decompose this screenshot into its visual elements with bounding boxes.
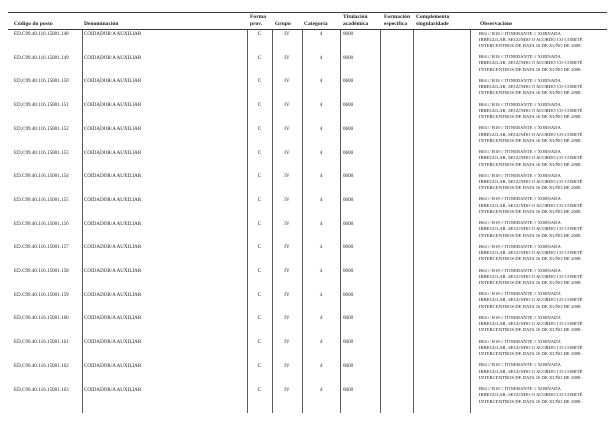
cell-observacions	[479, 386, 607, 405]
cell-grupo: IV	[284, 32, 290, 37]
cell-denominacion: COIDADOR/A AUXILIAR	[84, 363, 142, 369]
observation-line: INTERCENTROS DE DATA 16 DE XUÑO DE 2008.	[479, 114, 582, 120]
table-row	[0, 30, 615, 54]
cell-codigo-do-posto: ED.C99.40.116.15001.157	[14, 245, 69, 251]
observation-line: B04 // B18 // ITINERANTE // XORNADA	[479, 220, 561, 226]
cell-codigo-do-posto: ED.C99.40.116.15001.152	[14, 126, 69, 132]
cell-titulacion-academica: 0600	[343, 292, 354, 298]
cell-codigo-do-posto: ED.C99.40.116.15001.151	[14, 103, 69, 109]
observation-line: B04 // B18 // ITINERANTE // XORNADA	[479, 196, 561, 202]
cell-grupo: IV	[284, 387, 290, 393]
cell-categoria: 4	[319, 150, 323, 156]
observation-line: IRREGULAR, SEGUNDO O ACORDO CO COMITÉ	[479, 155, 583, 161]
cell-forma-prov: C	[257, 269, 262, 274]
cell-categoria: 4	[319, 197, 323, 203]
cell-denominacion: COIDADOR/A AUXILIAR	[84, 292, 142, 298]
cell-grupo: IV	[284, 126, 290, 132]
cell-categoria: 4	[319, 32, 323, 37]
table-row	[0, 290, 615, 314]
cell-titulacion-academica: 0600	[343, 221, 354, 227]
cell-observacions	[479, 291, 607, 310]
cell-titulacion-academica: 0600	[343, 32, 354, 37]
observation-line: IRREGULAR, SEGUNDO O ACORDO CO COMITÉ	[479, 321, 583, 327]
observation-line: IRREGULAR, SEGUNDO O ACORDO CO COMITÉ	[479, 131, 583, 137]
cell-codigo-do-posto: ED.C99.40.116.15001.163	[14, 387, 69, 393]
cell-forma-prov: C	[257, 32, 262, 37]
cell-observacions	[479, 339, 607, 358]
cell-denominacion: COIDADOR/A AUXILIAR	[84, 32, 142, 37]
cell-categoria: 4	[319, 387, 323, 393]
cell-denominacion: COIDADOR/A AUXILIAR	[84, 55, 142, 61]
cell-denominacion: COIDADOR/A AUXILIAR	[84, 174, 142, 180]
observation-line: B04 // B18 // ITINERANTE // XORNADA	[479, 386, 561, 391]
cell-denominacion: COIDADOR/A AUXILIAR	[84, 387, 142, 393]
cell-categoria: 4	[319, 269, 323, 274]
cell-codigo-do-posto: ED.C99.40.116.15001.159	[14, 292, 69, 298]
cell-titulacion-academica: 0600	[343, 197, 354, 203]
cell-titulacion-academica: 0600	[343, 126, 354, 132]
cell-grupo: IV	[284, 55, 290, 61]
cell-denominacion: COIDADOR/A AUXILIAR	[84, 126, 142, 132]
cell-codigo-do-posto: ED.C99.40.116.15001.162	[14, 363, 69, 369]
table-row	[0, 195, 615, 219]
header-line1: Formación	[384, 13, 411, 20]
cell-grupo: IV	[284, 103, 290, 109]
observation-line: B04 // B18 // ITINERANTE // XORNADA	[479, 101, 561, 107]
observation-line: B04 // B18 // ITINERANTE // XORNADA	[479, 149, 561, 154]
header-line2: académica	[343, 20, 369, 27]
cell-denominacion: COIDADOR/A AUXILIAR	[84, 103, 142, 109]
cell-forma-prov: C	[257, 387, 262, 393]
cell-categoria: 4	[319, 103, 323, 109]
observation-line: INTERCENTROS DE DATA 16 DE XUÑO DE 2008.	[479, 66, 582, 72]
header-line2: Categoría	[304, 20, 328, 27]
cell-forma-prov: C	[257, 55, 262, 61]
header-line2: Grupo	[275, 20, 291, 27]
cell-denominacion: COIDADOR/A AUXILIAR	[84, 150, 142, 156]
observation-line: INTERCENTROS DE DATA 16 DE XUÑO DE 2008.	[479, 43, 582, 49]
cell-forma-prov: C	[257, 197, 262, 203]
table-row	[0, 243, 615, 267]
cell-grupo: IV	[284, 150, 290, 156]
cell-forma-prov: C	[257, 316, 262, 322]
observation-line: INTERCENTROS DE DATA 16 DE XUÑO DE 2008.	[479, 303, 582, 309]
observation-line: B04 // B18 // ITINERANTE // XORNADA	[479, 125, 561, 131]
cell-titulacion-academica: 0600	[343, 245, 354, 251]
cell-grupo: IV	[284, 340, 290, 346]
header-line2: prov.	[250, 20, 263, 27]
cell-observacions	[479, 196, 607, 215]
observation-line: INTERCENTROS DE DATA 16 DE XUÑO DE 2008.	[479, 280, 582, 286]
cell-codigo-do-posto: ED.C99.40.116.15001.148	[14, 32, 69, 37]
cell-categoria: 4	[319, 245, 323, 251]
cell-titulacion-academica: 0600	[343, 79, 354, 85]
cell-observacions	[479, 362, 607, 381]
table-row	[0, 219, 615, 243]
cell-denominacion: COIDADOR/A AUXILIAR	[84, 269, 142, 274]
observation-line: B04 // B18 // ITINERANTE // XORNADA	[479, 172, 561, 178]
cell-forma-prov: C	[257, 174, 262, 180]
observation-line: B04 // B18 // ITINERANTE // XORNADA	[479, 54, 561, 60]
cell-forma-prov: C	[257, 79, 262, 85]
observation-line: IRREGULAR, SEGUNDO O ACORDO CO COMITÉ	[479, 107, 583, 113]
cell-grupo: IV	[284, 174, 290, 180]
cell-forma-prov: C	[257, 292, 262, 298]
cell-observacions	[479, 220, 607, 239]
cell-grupo: IV	[284, 245, 290, 251]
header-line1: Titulación	[343, 13, 368, 20]
observation-line: B04 // B18 // ITINERANTE // XORNADA	[479, 362, 561, 368]
cell-codigo-do-posto: ED.C99.40.116.15001.160	[14, 316, 69, 322]
observation-line: INTERCENTROS DE DATA 16 DE XUÑO DE 2008.	[479, 374, 582, 380]
cell-observacions	[479, 125, 607, 144]
cell-forma-prov: C	[257, 245, 262, 251]
cell-forma-prov: C	[257, 221, 262, 227]
header-line2: Observacións	[480, 20, 513, 27]
table-row	[0, 338, 615, 362]
cell-titulacion-academica: 0600	[343, 55, 354, 61]
cell-codigo-do-posto: ED.C99.40.116.15001.154	[14, 174, 69, 180]
observation-line: INTERCENTROS DE DATA 16 DE XUÑO DE 2008.	[479, 327, 582, 333]
observation-line: INTERCENTROS DE DATA 16 DE XUÑO DE 2008.	[479, 185, 582, 191]
observation-line: INTERCENTROS DE DATA 16 DE XUÑO DE 2008.	[479, 351, 582, 357]
observation-line: IRREGULAR, SEGUNDO O ACORDO CO COMITÉ	[479, 368, 583, 374]
header-line2: Denominación	[84, 20, 119, 27]
cell-codigo-do-posto: ED.C99.40.116.15001.156	[14, 221, 69, 227]
observation-line: INTERCENTROS DE DATA 16 DE XUÑO DE 2008.	[479, 161, 582, 167]
cell-grupo: IV	[284, 316, 290, 322]
cell-forma-prov: C	[257, 363, 262, 369]
cell-titulacion-academica: 0600	[343, 387, 354, 393]
cell-titulacion-academica: 0600	[343, 269, 354, 274]
cell-codigo-do-posto: ED.C99.40.116.15001.158	[14, 269, 69, 274]
observation-line: INTERCENTROS DE DATA 16 DE XUÑO DE 2008.	[479, 137, 582, 143]
cell-observacions	[479, 31, 607, 50]
cell-categoria: 4	[319, 221, 323, 227]
cell-observacions	[479, 173, 607, 192]
observation-line: IRREGULAR, SEGUNDO O ACORDO CO COMITÉ	[479, 273, 583, 279]
cell-titulacion-academica: 0600	[343, 340, 354, 346]
table-row	[0, 101, 615, 125]
cell-forma-prov: C	[257, 126, 262, 132]
cell-categoria: 4	[319, 340, 323, 346]
cell-observacions	[479, 315, 607, 334]
table-row	[0, 267, 615, 291]
observation-line: B04 // B18 // ITINERANTE // XORNADA	[479, 77, 561, 83]
observation-line: INTERCENTROS DE DATA 16 DE XUÑO DE 2008.	[479, 90, 582, 96]
observation-line: IRREGULAR, SEGUNDO O ACORDO CO COMITÉ	[479, 250, 583, 256]
cell-categoria: 4	[319, 292, 323, 298]
observation-line: IRREGULAR, SEGUNDO O ACORDO CO COMITÉ	[479, 178, 583, 184]
observation-line: IRREGULAR, SEGUNDO O ACORDO CO COMITÉ	[479, 344, 583, 350]
cell-categoria: 4	[319, 316, 323, 322]
header-line2: singularidade	[416, 20, 449, 27]
cell-grupo: IV	[284, 79, 290, 85]
cell-categoria: 4	[319, 174, 323, 180]
observation-line: B04 // B18 // ITINERANTE // XORNADA	[479, 267, 561, 273]
table-row	[0, 172, 615, 196]
observation-line: INTERCENTROS DE DATA 16 DE XUÑO DE 2008.	[479, 398, 582, 404]
observation-line: INTERCENTROS DE DATA 16 DE XUÑO DE 2008.	[479, 256, 582, 262]
observation-line: IRREGULAR, SEGUNDO O ACORDO CO COMITÉ	[479, 84, 583, 90]
cell-denominacion: COIDADOR/A AUXILIAR	[84, 340, 142, 346]
observation-line: IRREGULAR, SEGUNDO O ACORDO CO COMITÉ	[479, 297, 583, 303]
cell-grupo: IV	[284, 292, 290, 298]
table-row	[0, 385, 615, 409]
cell-observacions	[479, 268, 607, 287]
observation-line: IRREGULAR, SEGUNDO O ACORDO CO COMITÉ	[479, 226, 583, 232]
cell-grupo: IV	[284, 269, 290, 274]
observation-line: B04 // B18 // ITINERANTE // XORNADA	[479, 314, 561, 320]
cell-titulacion-academica: 0600	[343, 363, 354, 369]
cell-codigo-do-posto: ED.C99.40.116.15001.161	[14, 340, 69, 346]
cell-observacions	[479, 102, 607, 121]
cell-forma-prov: C	[257, 103, 262, 109]
cell-categoria: 4	[319, 79, 323, 85]
cell-observacions	[479, 78, 607, 97]
cell-denominacion: COIDADOR/A AUXILIAR	[84, 245, 142, 251]
observation-line: B04 // B18 // ITINERANTE // XORNADA	[479, 291, 561, 297]
cell-denominacion: COIDADOR/A AUXILIAR	[84, 221, 142, 227]
cell-forma-prov: C	[257, 340, 262, 346]
cell-categoria: 4	[319, 363, 323, 369]
cell-observacions	[479, 149, 607, 168]
table-row	[0, 53, 615, 77]
table-row	[0, 124, 615, 148]
header-line2: Código do posto	[14, 20, 53, 27]
cell-categoria: 4	[319, 126, 323, 132]
cell-titulacion-academica: 0600	[343, 174, 354, 180]
observation-line: B04 // B18 // ITINERANTE // XORNADA	[479, 338, 561, 344]
cell-grupo: IV	[284, 363, 290, 369]
table-row	[0, 361, 615, 385]
observation-line: INTERCENTROS DE DATA 16 DE XUÑO DE 2008.	[479, 232, 582, 238]
cell-titulacion-academica: 0600	[343, 316, 354, 322]
cell-observacions	[479, 54, 607, 73]
cell-denominacion: COIDADOR/A AUXILIAR	[84, 197, 142, 203]
observation-line: IRREGULAR, SEGUNDO O ACORDO CO COMITÉ	[479, 202, 583, 208]
cell-titulacion-academica: 0600	[343, 150, 354, 156]
cell-titulacion-academica: 0600	[343, 103, 354, 109]
header-line1: Forma	[250, 13, 267, 20]
cell-codigo-do-posto: ED.C99.40.116.15001.153	[14, 150, 69, 156]
table-row	[0, 148, 615, 172]
observation-line: IRREGULAR, SEGUNDO O ACORDO CO COMITÉ	[479, 36, 583, 42]
cell-observacions	[479, 244, 607, 263]
observation-line: IRREGULAR, SEGUNDO O ACORDO CO COMITÉ	[479, 60, 583, 66]
cell-denominacion: COIDADOR/A AUXILIAR	[84, 79, 142, 85]
observation-line: B04 // B18 // ITINERANTE // XORNADA	[479, 243, 561, 249]
cell-codigo-do-posto: ED.C99.40.116.15001.150	[14, 79, 69, 85]
cell-grupo: IV	[284, 221, 290, 227]
observation-line: INTERCENTROS DE DATA 16 DE XUÑO DE 2008.	[479, 208, 582, 214]
cell-categoria: 4	[319, 55, 323, 61]
observation-line: IRREGULAR, SEGUNDO O ACORDO CO COMITÉ	[479, 392, 583, 398]
cell-denominacion: COIDADOR/A AUXILIAR	[84, 316, 142, 322]
header-line2: específica	[384, 20, 408, 27]
table-row	[0, 77, 615, 101]
cell-codigo-do-posto: ED.C99.40.116.15001.155	[14, 197, 69, 203]
cell-grupo: IV	[284, 197, 290, 203]
cell-forma-prov: C	[257, 150, 262, 156]
observation-line: B04 // B18 // ITINERANTE // XORNADA	[479, 30, 561, 36]
header-line1: Complemento	[416, 13, 450, 20]
table-row	[0, 314, 615, 338]
cell-codigo-do-posto: ED.C99.40.116.15001.149	[14, 55, 69, 61]
